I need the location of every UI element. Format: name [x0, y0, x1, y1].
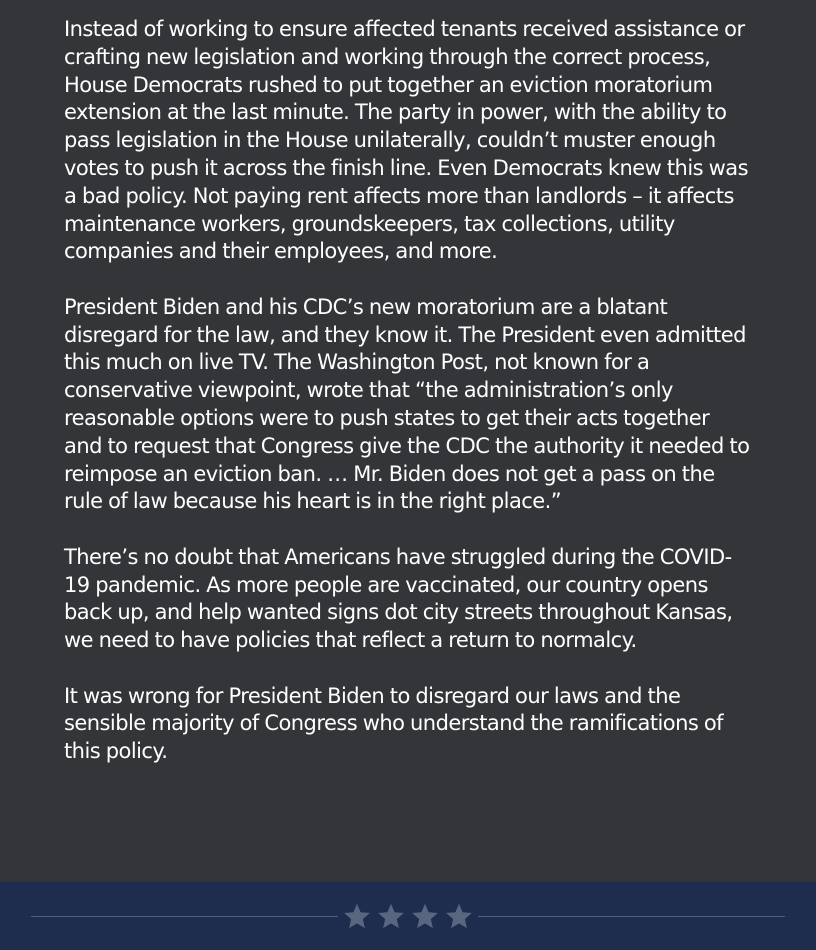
- footer-stars: [338, 899, 478, 933]
- footer-banner: [0, 882, 816, 950]
- article-paragraph: There’s no doubt that Americans have struggled during the COVID-19 pandemic. As more people are vaccinated, our country opens back up, and help wanted signs dot city streets throughout Kansas, we need to have policies that reflect a return to normalcy.: [64, 544, 733, 653]
- article-paragraph: President Biden and his CDC’s new moratorium are a blatant disregard for the law, and they know it. The President even admitted this much on live TV. The Washington Post, not known for a conservative viewpoint, wrote that “the administration’s only reasonable options were to push states to get their acts together and to request that Congress give the CDC the authority it needed to reimpose an eviction ban. … Mr. Biden does not get a pass on the rule of law because his heart is in the right place.”: [64, 294, 750, 514]
- article-paragraph: Instead of working to ensure affected tenants received assistance or crafting new legislation and working through the correct process, House Democrats rushed to put together an eviction moratorium extension at the last minute. The party in power, with the ability to pass legislation in the House unilaterally, couldn’t muster enough votes to push it across the finish line. Even Democrats knew this was a bad policy. Not paying rent affects more than landlords – it affects maintenance workers, groundskeepers, tax collections, utility companies and their employees, and more.: [64, 17, 748, 264]
- article-body: [64, 16, 752, 794]
- footer-divider-right: [478, 916, 785, 917]
- article-paragraph: It was wrong for President Biden to disregard our laws and the sensible majority of Congress who understand the ramifications of this policy.: [64, 683, 724, 764]
- star-icon: [343, 902, 371, 930]
- star-icon: [445, 902, 473, 930]
- star-icon: [377, 902, 405, 930]
- footer-divider-left: [31, 916, 338, 917]
- star-icon: [411, 902, 439, 930]
